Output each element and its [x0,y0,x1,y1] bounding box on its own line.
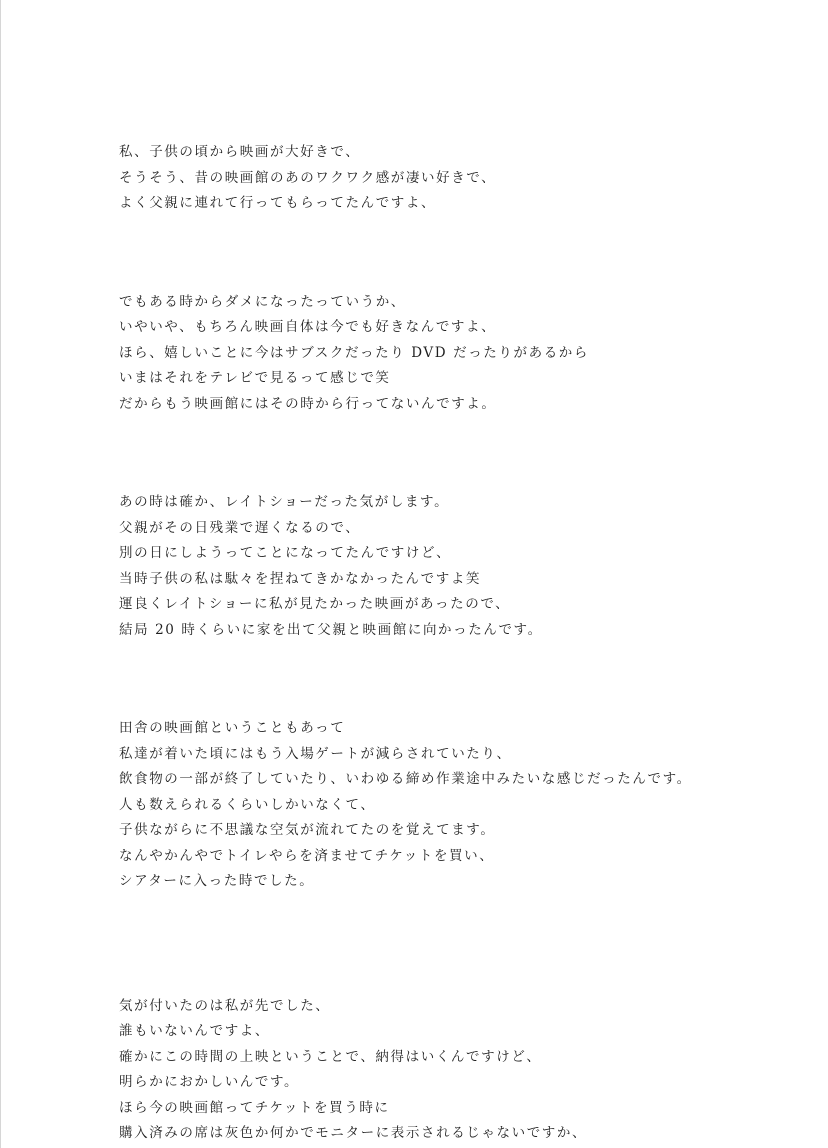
paragraph-1 [119,140,759,217]
text-line: 父親がその日残業で遅くなるので、 [119,519,361,536]
paragraph-4 [119,716,759,895]
paragraph-gap [119,417,759,490]
text-line: 購入済みの席は灰色か何かでモニターに表示されるじゃないですか、 [119,1125,588,1141]
text-line: なんやかんやでトイレやらを済ませてチケットを買い、 [119,847,495,864]
text-line: いまはそれをテレビで見るって感じで笑 [119,370,391,386]
text-line: 誰もいないんですよ、 [119,1023,270,1039]
text-line: ほら、嬉しいことに今はサブスクだったり DVD だったりがあるから [119,344,590,361]
text-line: 確かにこの時間の上映ということで、納得はいくんですけど、 [119,1048,542,1065]
text-line: ほら今の映画館ってチケットを買う時に [119,1099,390,1116]
text-line: 飲食物の一部が終了していたり、いわゆる締め作業途中みたいな感じだったんです。 [119,771,692,787]
text-line: 別の日にしようってことになってたんですけど、 [119,545,452,561]
text-line: 私達が着いた頃にはもう入場ゲートが減らされていたり、 [119,745,512,762]
text-line: 人も数えられるくらいしかいなくて、 [119,796,376,813]
text-line: いやいや、もちろん映画自体は今でも好きなんですよ、 [119,319,497,335]
paragraph-gap [119,895,759,994]
paragraph-gap [119,217,759,290]
text-line: あの時は確か、レイトショーだった気がします。 [119,494,450,510]
text-line: 子供ながらに不思議な空気が流れてたのを覚えてます。 [119,822,496,838]
text-line: 結局 20 時くらいに家を出て父親と映画館に向かったんです。 [119,621,543,638]
text-line: そうそう、昔の映画館のあのワクワク感が凄い好きで、 [119,169,497,186]
text-line: だからもう映画館にはその時から行ってないんですよ。 [119,395,497,412]
paragraph-gap [119,643,759,716]
text-line: よく父親に連れて行ってもらってたんですよ、 [119,195,437,211]
paragraph-5 [119,994,759,1147]
text-line: 私、子供の頃から映画が大好きで、 [119,144,361,160]
paragraph-2 [119,290,759,418]
text-line: でもある時からダメになったっていうか、 [119,293,406,310]
text-line: 明らかにおかしいんです。 [119,1074,300,1090]
text-line: 気が付いたのは私が先でした、 [119,997,331,1014]
text-line: 当時子供の私は駄々を捏ねてきかなかったんですよ笑 [119,570,482,587]
document-body [119,140,759,1147]
text-line: シアターに入った時でした。 [119,873,315,889]
paragraph-3 [119,490,759,643]
text-line: 運良くレイトショーに私が見たかった映画があったので、 [119,596,511,612]
text-line: 田舎の映画館ということもあって [119,720,346,736]
